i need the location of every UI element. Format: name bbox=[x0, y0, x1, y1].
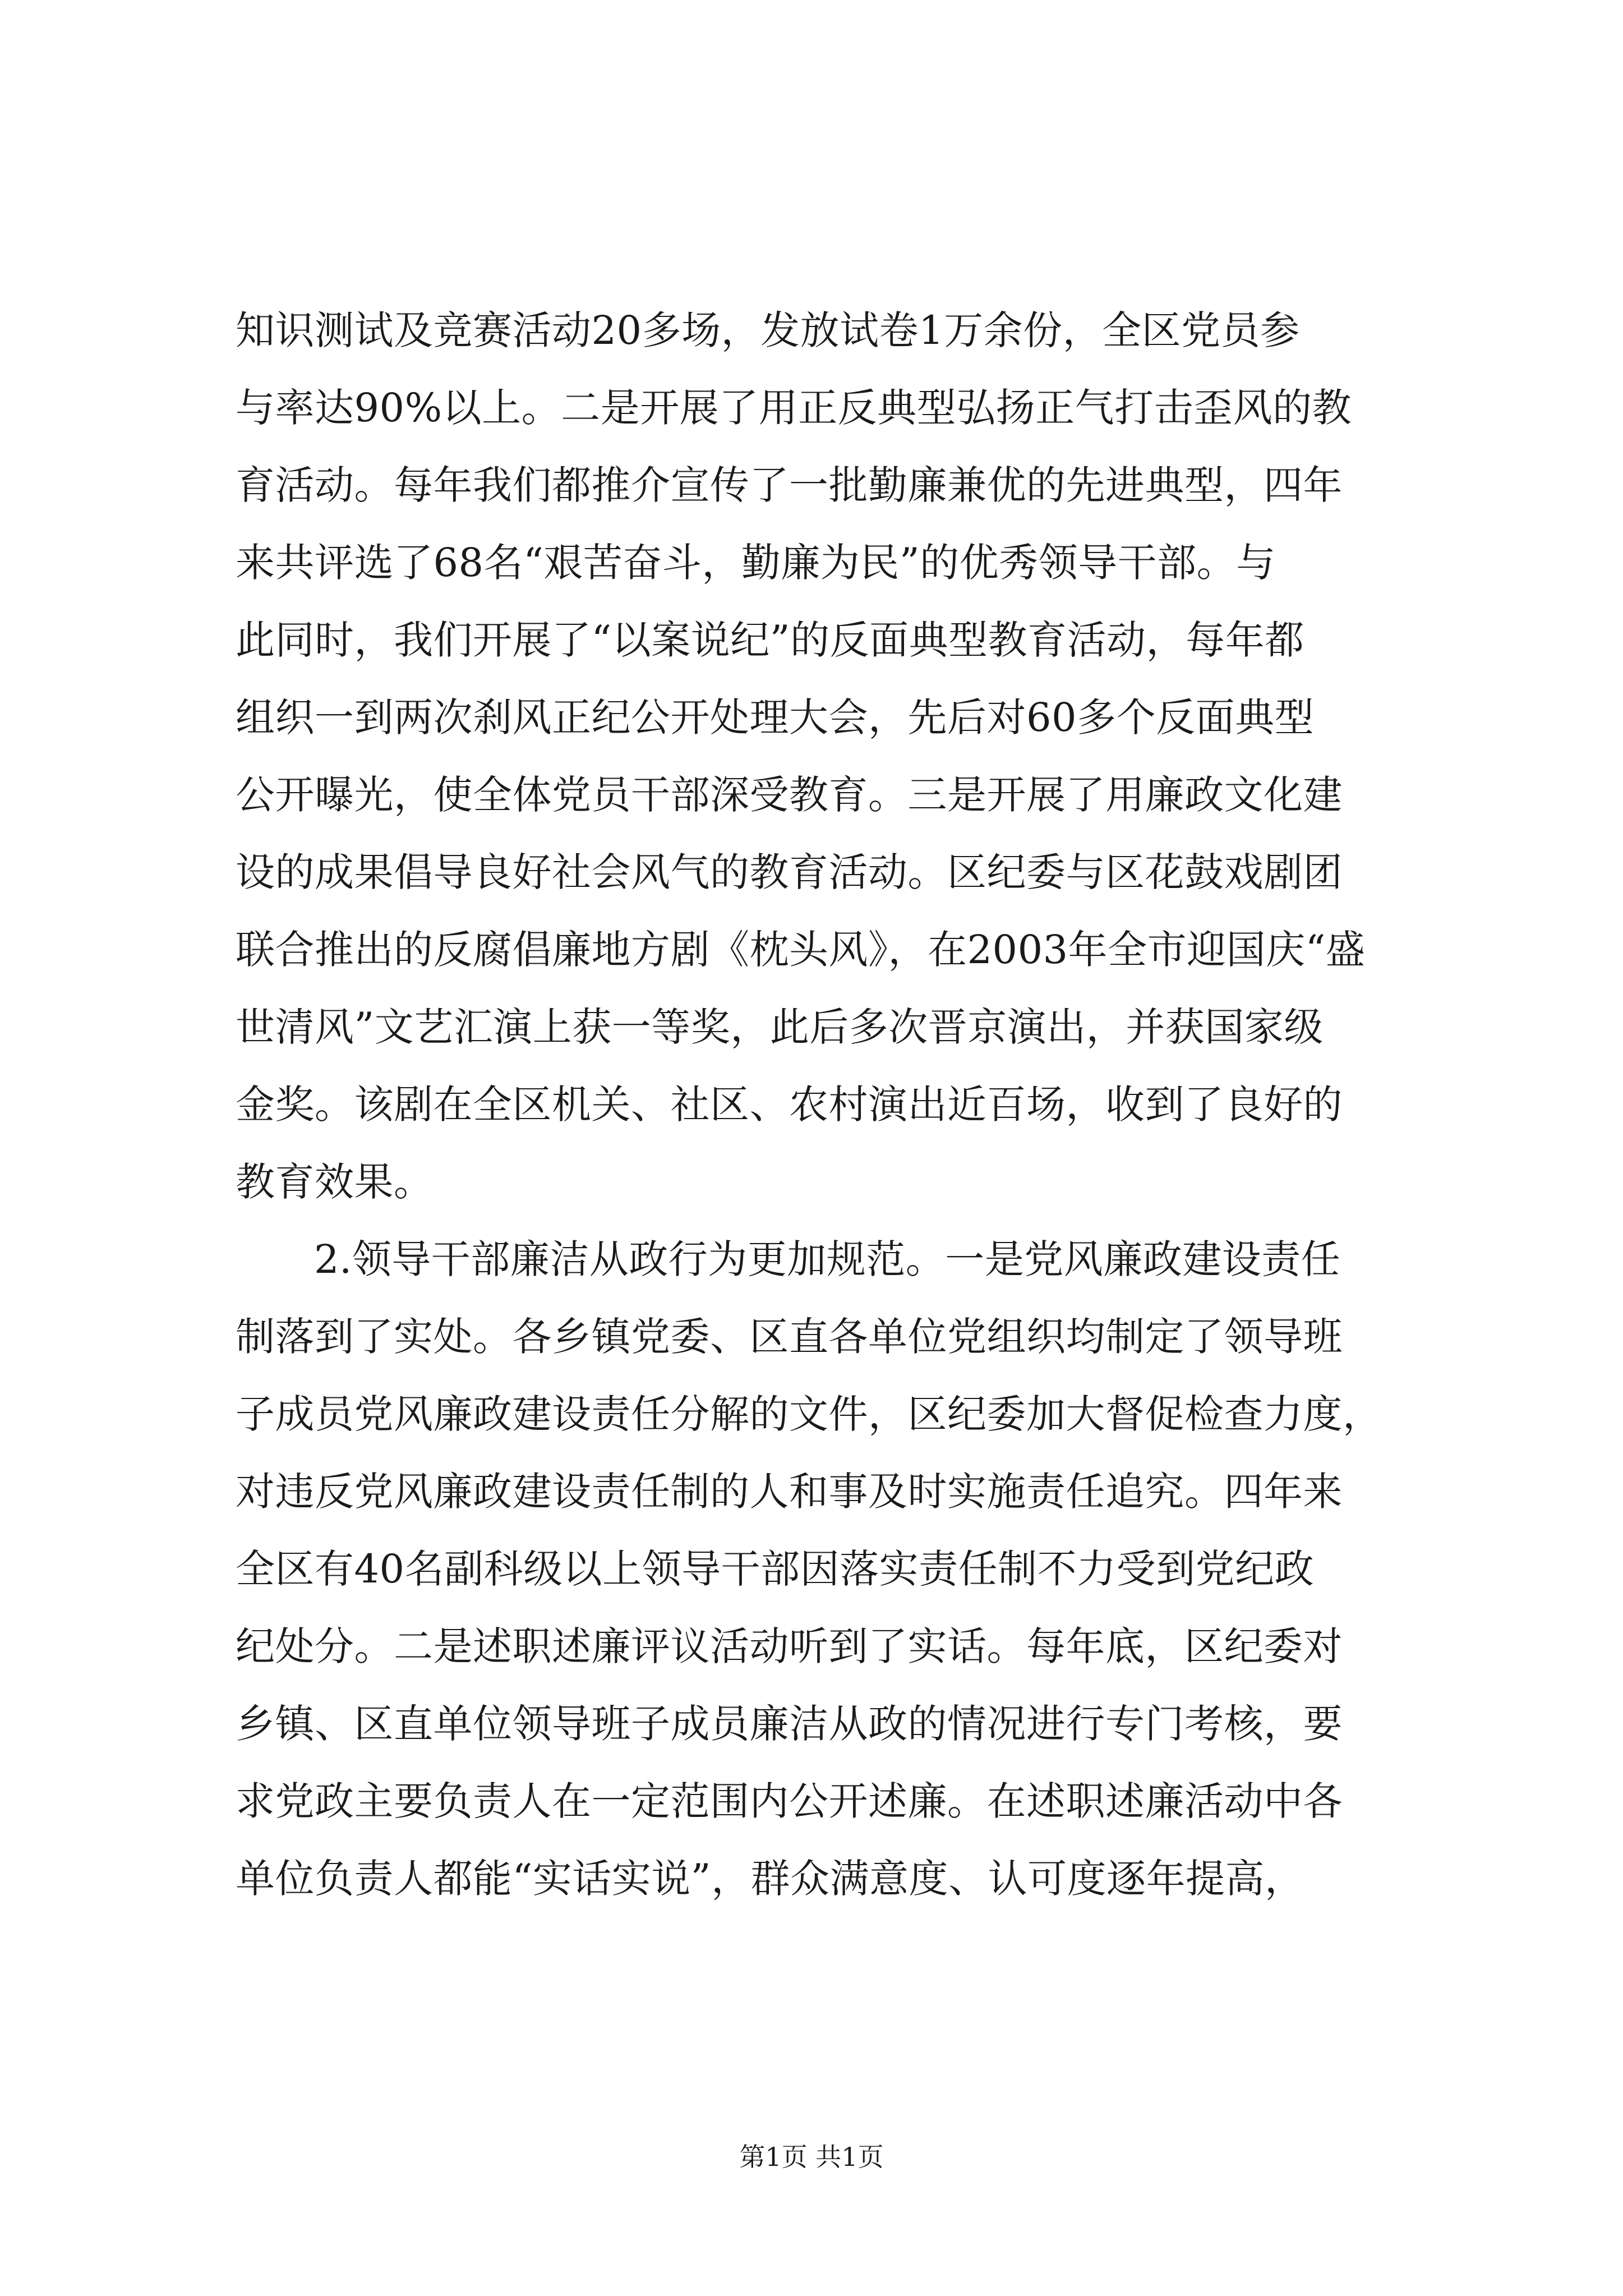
text-line: 世清风”文艺汇演上获一等奖，此后多次晋京演出，并获国家级 bbox=[236, 1004, 1324, 1050]
text-line: 全区有40名副科级以上领导干部因落实责任制不力受到党纪政 bbox=[236, 1546, 1315, 1592]
body-text bbox=[236, 292, 1413, 1917]
text-line: 与率达90%以上。二是开展了用正反典型弘扬正气打击歪风的教 bbox=[236, 385, 1352, 431]
text-line: 教育效果。 bbox=[236, 1159, 434, 1205]
text-line: 子成员党风廉政建设责任分解的文件，区纪委加大督促检查力度， bbox=[236, 1391, 1382, 1437]
text-line: 单位负责人都能“实话实说”，群众满意度、认可度逐年提高， bbox=[236, 1856, 1304, 1902]
text-line: 对违反党风廉政建设责任制的人和事及时实施责任追究。四年来 bbox=[236, 1469, 1343, 1515]
text-line: 育活动。每年我们都推介宣传了一批勤廉兼优的先进典型，四年 bbox=[236, 462, 1343, 508]
paragraph-first-line: 2.领导干部廉洁从政行为更加规范。一是党风廉政建设责任 bbox=[314, 1236, 1341, 1282]
page-number-footer: 第1页 共1页 bbox=[739, 2142, 884, 2172]
text-line: 纪处分。二是述职述廉评议活动听到了实话。每年底，区纪委对 bbox=[236, 1623, 1343, 1669]
text-line: 来共评选了68名“艰苦奋斗，勤廉为民”的优秀领导干部。与 bbox=[236, 540, 1276, 586]
text-line: 联合推出的反腐倡廉地方剧《枕头风》，在2003年全市迎国庆“盛 bbox=[236, 927, 1366, 973]
text-line: 制落到了实处。各乡镇党委、区直各单位党组织均制定了领导班 bbox=[236, 1314, 1343, 1360]
text-line: 求党政主要负责人在一定范围内公开述廉。在述职述廉活动中各 bbox=[236, 1778, 1343, 1824]
text-line: 乡镇、区直单位领导班子成员廉洁从政的情况进行专门考核，要 bbox=[236, 1701, 1343, 1747]
text-line: 知识测试及竞赛活动20多场，发放试卷1万余份，全区党员参 bbox=[236, 307, 1300, 353]
text-line: 设的成果倡导良好社会风气的教育活动。区纪委与区花鼓戏剧团 bbox=[236, 849, 1343, 895]
text-line: 组织一到两次刹风正纪公开处理大会，先后对60多个反面典型 bbox=[236, 694, 1315, 740]
text-line: 此同时，我们开展了“以案说纪”的反面典型教育活动，每年都 bbox=[236, 617, 1304, 663]
text-line: 公开曝光，使全体党员干部深受教育。三是开展了用廉政文化建 bbox=[236, 772, 1343, 818]
text-line: 金奖。该剧在全区机关、社区、农村演出近百场，收到了良好的 bbox=[236, 1082, 1343, 1128]
